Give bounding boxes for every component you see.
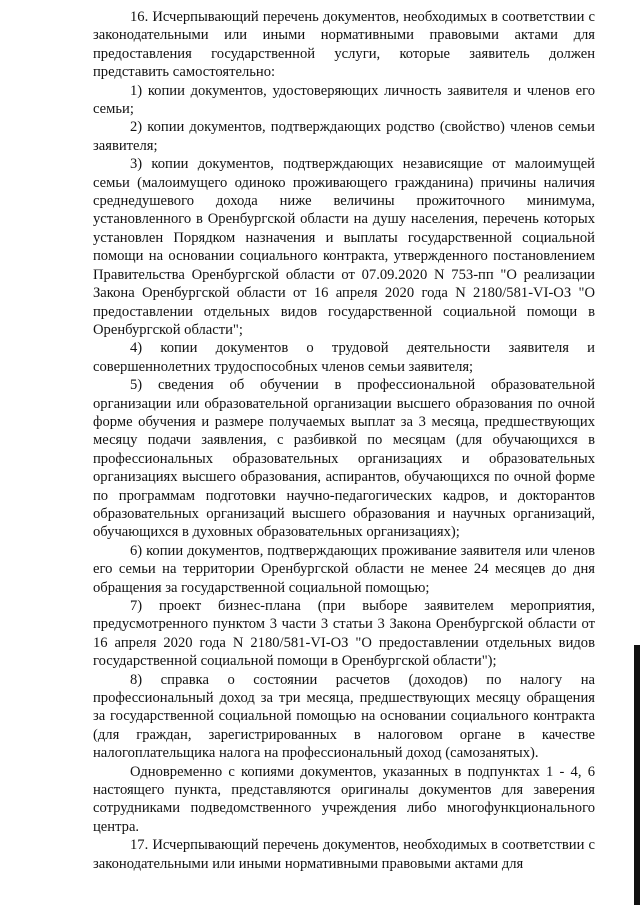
paragraph-subitem-5: 5) сведения об обучении в профессиональной образовательной организации или образовательной организации высшего образования по очной форме обучения и размере получаемых выплат за 3 месяца, предшествующих месяцу подачи заявления, с разбивкой по месяцам (для обучающихся в профессиональных образовательных организациях и образовательных организациях высшего образования, аспирантов, обучающихся по очной форме по программам подготовки научно-педагогических кадров, и докторантов образовательных организаций высшего образования и научных организаций, обучающихся в духовных образовательных организациях); xyxy=(93,377,595,541)
paragraph-subitem-3: 3) копии документов, подтверждающих независящие от малоимущей семьи (малоимущего одиноко проживающего гражданина) причины наличия среднедушевого дохода ниже величины прожиточного минимума, установленного в Оренбургской области на душу населения, перечень которых установлен Порядком назначения и выплаты государственной социальной помощи на основании социального контракта, утвержденного постановлением Правительства Оренбургской области от 07.09.2020 N 753-пп "О реализации Закона Оренбургской области от 16 апреля 2020 года N 2180/581-VI-ОЗ "О предоставлении отдельных видов государственной социальной помощи в Оренбургской области"; xyxy=(93,156,595,338)
paragraph-originals-note: Одновременно с копиями документов, указанных в подпунктах 1 - 4, 6 настоящего пункта, представляются оригиналы документов для заверения сотрудниками подведомственного учреждения либо многофункционального центра. xyxy=(93,763,595,835)
paragraph-subitem-6: 6) копии документов, подтверждающих проживание заявителя или членов его семьи на территории Оренбургской области не менее 24 месяцев до дня обращения за государственной социальной помощью; xyxy=(93,542,595,596)
paragraph-subitem-4: 4) копии документов о трудовой деятельности заявителя и совершеннолетних трудоспособных членов семьи заявителя; xyxy=(93,340,595,375)
paragraph-item-16: 16. Исчерпывающий перечень документов, необходимых в соответствии с законодательными или иными нормативными правовыми актами для предоставления государственной услуги, которые заявитель должен представить самостоятельно: xyxy=(93,9,595,81)
paragraph-item-17: 17. Исчерпывающий перечень документов, необходимых в соответствии с законодательными или иными нормативными правовыми актами для xyxy=(93,837,595,872)
paragraph-subitem-2: 2) копии документов, подтверждающих родство (свойство) членов семьи заявителя; xyxy=(93,119,595,154)
paragraph-subitem-7: 7) проект бизнес-плана (при выборе заявителем мероприятия, предусмотренного пунктом 3 части 3 статьи 3 Закона Оренбургской области от 16 апреля 2020 года N 2180/581-VI-ОЗ "О предоставлении отдельных видов государственной социальной помощи в Оренбургской области"); xyxy=(93,598,595,670)
document-body xyxy=(93,8,595,873)
scan-edge-shadow xyxy=(634,645,640,905)
paragraph-subitem-8: 8) справка о состоянии расчетов (доходов) по налогу на профессиональный доход за три месяца, предшествующих месяцу обращения за государственной социальной помощью на основании социального контракта (для граждан, зарегистрированных в налоговом органе в качестве налогоплательщика налога на профессиональный доход (самозанятых). xyxy=(93,671,595,762)
paragraph-subitem-1: 1) копии документов, удостоверяющих личность заявителя и членов его семьи; xyxy=(93,82,595,118)
